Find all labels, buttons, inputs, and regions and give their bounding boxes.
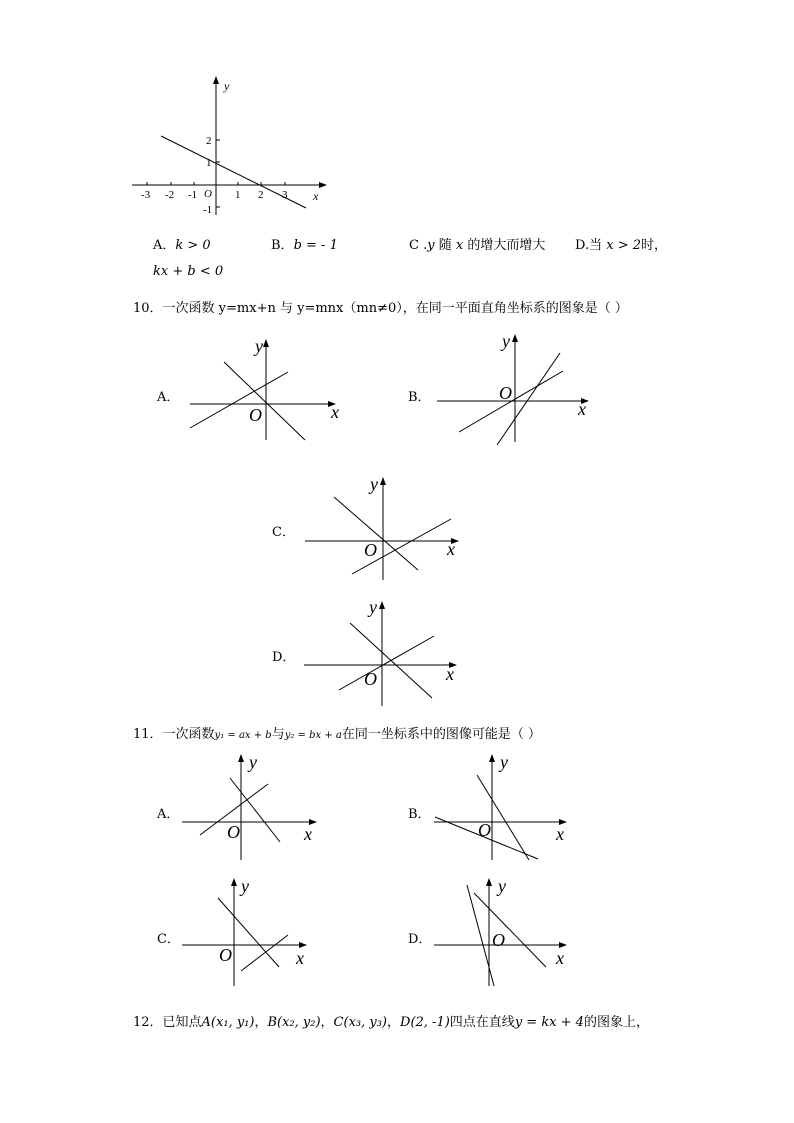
q11-graph-a (182, 752, 316, 860)
q11d-x-label: x (556, 948, 564, 968)
q9-option-a[interactable]: A．k > 0 (153, 238, 211, 253)
q10d-x-label: x (446, 664, 454, 684)
q11b-y-label: y (500, 752, 508, 772)
q10b-x-label: x (578, 399, 586, 419)
q9-x-tick-label: -3 (141, 189, 151, 201)
q10b-y-label: y (502, 331, 510, 351)
q9-x-tick-label: -2 (165, 189, 175, 201)
q11-graph-b (434, 752, 566, 860)
q11a-y-label: y (249, 752, 257, 772)
q10c-y-label: y (370, 474, 378, 494)
q11c-x-label: x (296, 948, 304, 968)
q10a-origin-label: O (249, 405, 262, 425)
q10b-origin-label: O (499, 383, 512, 403)
q10c-origin-label: O (364, 540, 377, 560)
q9-x-tick-label: 1 (235, 189, 241, 201)
q12-stem: 12．已知点A(x₁, y₁)，B(x₂, y₂)，C(x₃, y₃)，D(2, -1)四点在直线y = kx + 4的图象上， (133, 1015, 649, 1030)
q11-option-a-label[interactable]: A． (157, 807, 180, 822)
q11-graph-d (434, 876, 566, 986)
q10d-y-label: y (369, 597, 377, 617)
q11d-origin-label: O (492, 930, 505, 950)
q9-y-tick-label: 2 (206, 135, 212, 147)
q9-option-d-continued: kx + b < 0 (153, 264, 224, 279)
q9-x-label: x (313, 189, 319, 203)
q9-option-d[interactable]: D.当 x > 2时， (575, 238, 668, 253)
q11b-x-label: x (556, 824, 564, 844)
q9-option-b[interactable]: B．b = - 1 (271, 238, 338, 253)
q10d-origin-label: O (364, 669, 377, 689)
q11a-origin-label: O (227, 822, 240, 842)
q11-stem: 11．一次函数y₁ = ax + b与y₂ = bx + a在同一坐标系中的图像可能是（ ） (133, 727, 541, 742)
q9-option-c[interactable]: C .y 随 x 的增大而增大 (409, 238, 546, 253)
q9-x-tick-label: -1 (188, 189, 198, 201)
q10a-x-label: x (331, 402, 339, 422)
q9-x-tick-label: 2 (258, 189, 264, 201)
q11-option-c-label[interactable]: C． (157, 932, 180, 947)
q11d-y-label: y (498, 876, 506, 896)
q11-graph-c (182, 876, 306, 986)
q11a-x-label: x (304, 824, 312, 844)
q11-option-d-label[interactable]: D． (408, 932, 432, 947)
q11c-origin-label: O (219, 945, 232, 965)
q9-y-tick-label: -1 (203, 204, 213, 216)
q10-option-c-label[interactable]: C． (272, 525, 295, 540)
q11-option-b-label[interactable]: B． (408, 807, 431, 822)
q9-y-label: y (224, 79, 230, 93)
q11c-y-label: y (241, 876, 249, 896)
q9-x-tick-label: 3 (282, 189, 288, 201)
q9-origin-label: O (204, 188, 212, 200)
q10-option-d-label[interactable]: D． (272, 650, 296, 665)
q10-option-b-label[interactable]: B． (408, 390, 431, 405)
q10c-x-label: x (447, 539, 455, 559)
q10-stem: 10．一次函数 y=mx+n 与 y=mnx（mn≠0），在同一平面直角坐标系的图象是（ ） (133, 301, 628, 316)
q9-y-tick-label: 1 (206, 157, 212, 169)
q10a-y-label: y (255, 336, 263, 356)
q10-option-a-label[interactable]: A． (157, 390, 180, 405)
q11b-origin-label: O (478, 820, 491, 840)
